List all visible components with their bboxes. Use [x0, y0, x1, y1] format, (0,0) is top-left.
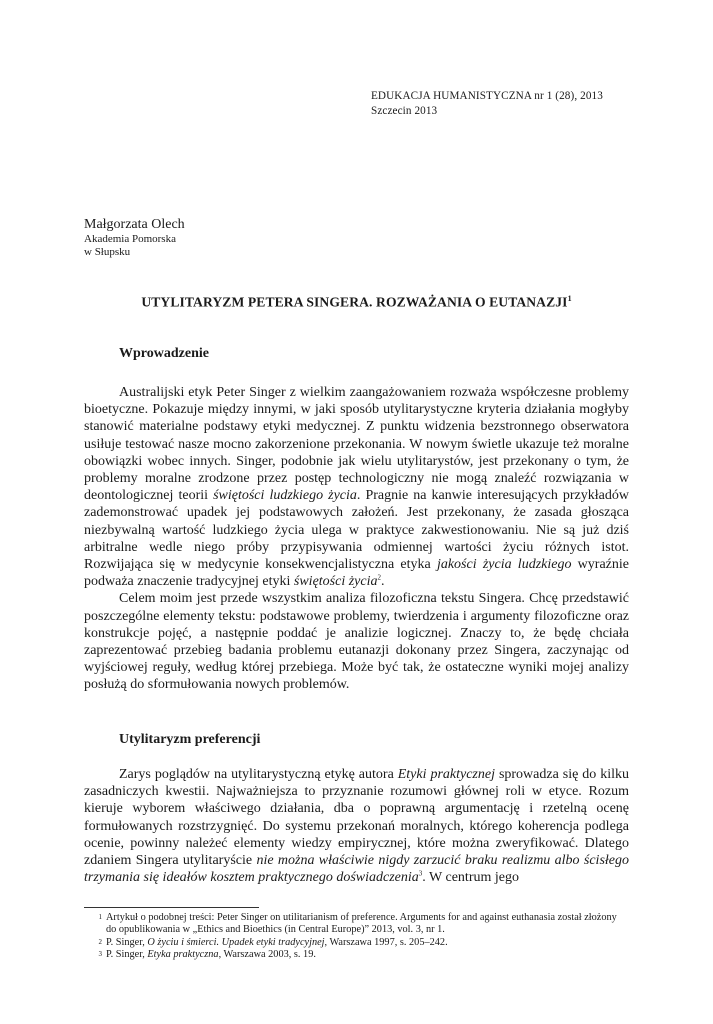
text-run: . Pragnie na kanwie interesujących przykładów zademonstrować upadek jej podstawowych założeń. Jest przekonany, że zasada głosząca niezbywalną wartość ludzkiego życia ulega w praktyce zakwestionowaniu. Nie są już dziś arbitralne wedle niego próby przypisywania odmiennej wartości życiu różnych istot. Rozwijająca się w medycynie konsekwencjalistyczna etyka [84, 488, 629, 573]
section-heading: Wprowadzenie [119, 346, 209, 361]
italic-term: Etyki praktycznej [397, 767, 495, 782]
title-text: UTYLITARYZM PETERA SINGERA. ROZWAŻANIA O EUTANAZJI [141, 294, 568, 310]
author-block [84, 216, 185, 259]
footnote-text [106, 912, 629, 937]
footnote [84, 937, 629, 949]
article-title [84, 294, 629, 311]
footnote-number: 1 [98, 913, 102, 921]
section-heading: Utylitaryzm preferencji [119, 732, 261, 747]
journal-header [371, 89, 603, 119]
section-body [84, 384, 629, 694]
text-run: P. Singer, [106, 949, 148, 961]
paragraph [84, 766, 629, 886]
text-run: , Warszawa 1997, s. 205–242. [324, 936, 448, 948]
footnote-text [106, 949, 629, 961]
text-run: , Warszawa 2003, s. 19. [218, 949, 316, 961]
text-run: wyraźnie podważa znaczenie tradycyjnej etyki [84, 557, 629, 590]
italic-term: nie można właściwie nigdy zarzucić braku realizmu albo ścisłego trzymania się ideałów kosztem praktycznego doświadczenia [84, 853, 629, 886]
text-run: sprowadza się do kilku zasadniczych kwestii. Najważniejsza to przyznanie rozumowi głównej roli w etyce. Rozum kieruje wyborem właściwego działania, dba o poprawną argumentację i rzetelną ocenę formułowanych rozstrzygnięć. Do systemu przekonań moralnych, którego koherencja podlega ocenie, powinny należeć elementy wiedzy empirycznej, które można zweryfikować. Dlatego zdaniem Singera utylitaryście [84, 767, 629, 869]
footnote-divider [84, 907, 259, 908]
italic-title: O życiu i śmierci. Upadek etyki tradycyjnej [147, 936, 325, 948]
author-affiliation-city: w Słupsku [84, 246, 131, 258]
footnote-ref: 3 [418, 869, 423, 878]
text-run: Australijski etyk Peter Singer z wielkim zaangażowaniem rozważa współczesne problemy bioetyczne. Pokazuje między innymi, w jaki sposób utylitarystyczne kryteria działania mogłyby stanowić materialne podstawy etyki medycznej. Z punktu widzenia bezstronnego obserwatora usiłuje testować nasze mocno zakorzenione przekonania. W nowym świetle ukazuje też moralne obowiązki wobec innych. Singer, podobnie jak wielu utylitarystów, jest przekonany o tym, że problemy moralne zrodzone przez postęp technologiczny nie mogą znaleźć rozwiązania w deontologicznej teorii [84, 385, 629, 504]
paragraph: Celem moim jest przede wszystkim analiza filozoficzna tekstu Singera. Chcę przedstawić poszczególne elementy tekstu: podstawowe problemy, twierdzenia i argumenty filozoficzne oraz konstrukcje pojęć, a następnie poddać je analizie logicznej. Znaczy to, że będę chciała zaprezentować przebieg badania problemu eutanazji dokonany przez Singera, zaczynając od wyjściowej reguły, według której przebiega. Może być tak, że ostateczne wyniki mojej analizy posłużą do sformułowania nowych problemów. [84, 591, 629, 693]
footnote-ref: 2 [377, 573, 381, 582]
footnote-number: 2 [98, 937, 102, 946]
footnote-ref: 1 [567, 294, 572, 303]
section-body [84, 766, 629, 886]
text-run: . W centrum jego [422, 870, 519, 886]
text-run: Zarys poglądów na utylitarystyczną etykę autora [119, 767, 398, 782]
italic-title: Etyka praktyczna [147, 949, 219, 961]
paragraph [84, 384, 629, 590]
journal-place-year: Szczecin 2013 [371, 105, 438, 117]
author-name: Małgorzata Olech [84, 217, 185, 232]
footnote [84, 912, 629, 937]
footnote-number: 3 [98, 950, 102, 959]
footnote [84, 949, 629, 961]
journal-name: EDUKACJA HUMANISTYCZNA nr 1 (28), 2013 [371, 90, 603, 102]
author-affiliation: Akademia Pomorska [84, 233, 176, 245]
footnote-text [106, 937, 629, 949]
italic-term: świętości życia [293, 574, 378, 590]
footnotes [84, 912, 629, 962]
text-run: . [381, 574, 385, 590]
text-run: Artykuł o podobnej treści: Peter Singer on utilitarianism of preference. Arguments for and against euthanasia został złożony do opublikowania w „Ethics and Bioethics (in Central Europe)” 2013, vol. 3, nr 1. [106, 912, 617, 936]
italic-term: świętości ludzkiego życia [213, 488, 357, 504]
italic-term: jakości życia ludzkiego [436, 557, 572, 573]
text-run: P. Singer, [106, 936, 148, 948]
